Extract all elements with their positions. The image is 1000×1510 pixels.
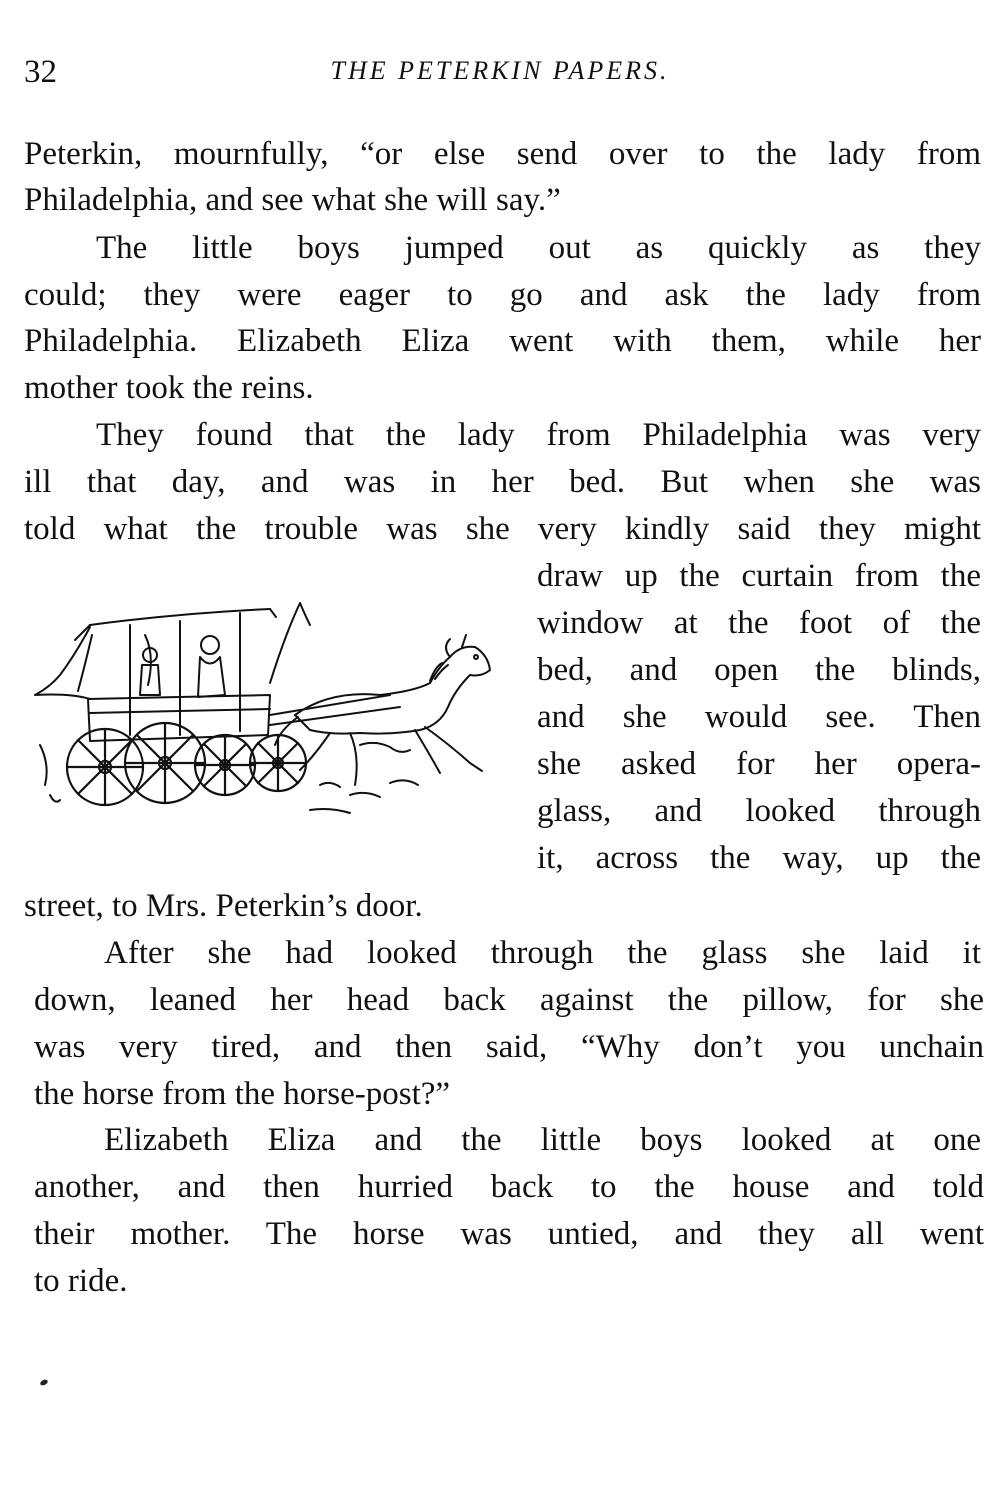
ink-speck [39, 1379, 48, 1387]
text-line: and she would see. Then [537, 699, 981, 735]
text-line: told what the trouble was she very kindly said they might [24, 511, 981, 547]
text-line: mother took the reins. [24, 370, 314, 406]
text-line: window at the foot of the [537, 605, 981, 641]
text-line: another, and then hurried back to the house and told [34, 1169, 984, 1205]
text-line: The little boys jumped out as quickly as they [96, 230, 981, 266]
text-line: glass, and looked through [537, 793, 981, 829]
text-line: Philadelphia, and see what she will say.” [24, 182, 561, 218]
text-line: street, to Mrs. Peterkin’s door. [24, 888, 423, 924]
text-line: to ride. [34, 1263, 128, 1299]
text-line: it, across the way, up the [537, 840, 981, 876]
text-line: After she had looked through the glass she laid it [104, 935, 981, 971]
text-line: down, leaned her head back against the pillow, for she [34, 982, 984, 1018]
text-line: ill that day, and was in her bed. But when she was [24, 464, 981, 500]
text-line: was very tired, and then said, “Why don’t you unchain [34, 1029, 984, 1065]
text-line: their mother. The horse was untied, and they all went [34, 1216, 984, 1252]
text-line: They found that the lady from Philadelphia was very [96, 417, 981, 453]
page-number: 32 [24, 54, 57, 90]
text-line: bed, and open the blinds, [537, 652, 981, 688]
text-line: could; they were eager to go and ask the lady from [24, 277, 981, 313]
text-line: Elizabeth Eliza and the little boys looked at one [104, 1122, 981, 1158]
text-line: she asked for her opera- [537, 746, 981, 782]
text-line: the horse from the horse-post?” [34, 1076, 451, 1112]
carriage-illustration [30, 595, 500, 830]
text-line: draw up the curtain from the [537, 558, 981, 594]
text-line: Philadelphia. Elizabeth Eliza went with them, while her [24, 323, 981, 359]
running-head: THE PETERKIN PAPERS. [330, 56, 670, 85]
text-line: Peterkin, mournfully, “or else send over to the lady from [24, 136, 981, 172]
